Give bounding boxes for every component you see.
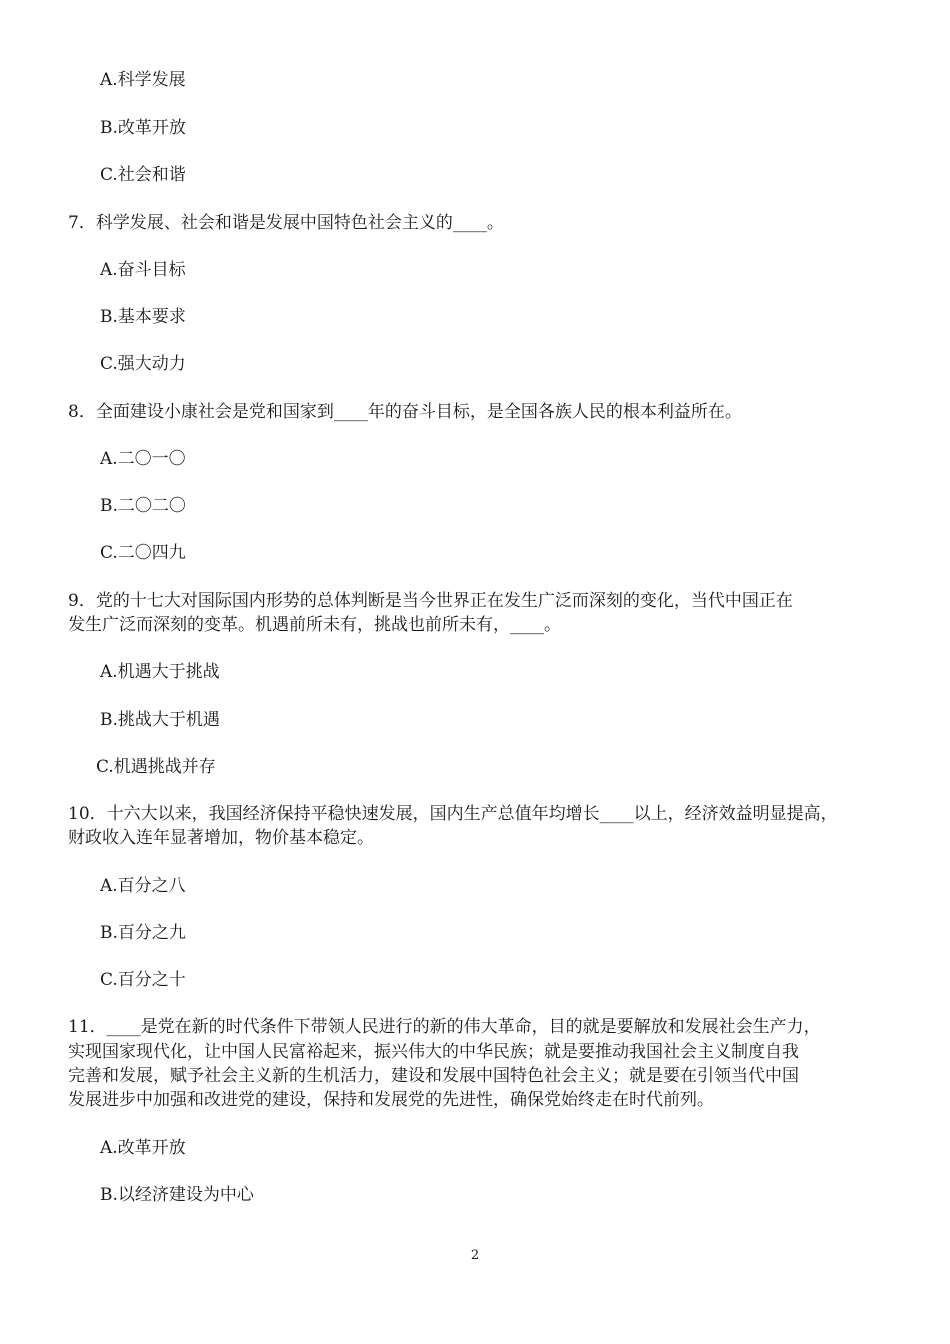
question-7: 7．科学发展、社会和谐是发展中国特色社会主义的____。	[68, 213, 504, 233]
option-c: C.社会和谐	[100, 165, 186, 185]
question-11-line-3: 完善和发展，赋予社会主义新的生机活力，建设和发展中国特色社会主义；就是要在引领当代中国	[68, 1066, 799, 1086]
option-a: A.科学发展	[100, 70, 186, 90]
question-10-line-2: 财政收入连年显著增加，物价基本稳定。	[68, 828, 374, 848]
q9-option-c: C.机遇挑战并存	[96, 757, 216, 777]
q10-option-b: B.百分之九	[100, 923, 186, 943]
q7-option-b: B.基本要求	[100, 307, 186, 327]
q8-option-b: B.二〇二〇	[100, 496, 186, 516]
q10-option-a: A.百分之八	[100, 876, 186, 896]
question-11-line-4: 发展进步中加强和改进党的建设，保持和发展党的先进性，确保党始终走在时代前列。	[68, 1090, 714, 1110]
option-b: B.改革开放	[100, 118, 186, 138]
q9-option-b: B.挑战大于机遇	[100, 710, 220, 730]
question-9-line-1: 9．党的十七大对国际国内形势的总体判断是当今世界正在发生广泛而深刻的变化，当代中国正在	[68, 591, 793, 611]
q8-option-c: C.二〇四九	[100, 543, 186, 563]
q11-option-a: A.改革开放	[100, 1138, 186, 1158]
question-10-line-1: 10．十六大以来，我国经济保持平稳快速发展，国内生产总值年均增长____以上，经济效益明显提高，	[68, 804, 838, 824]
q10-option-c: C.百分之十	[100, 970, 186, 990]
question-9-line-2: 发生广泛而深刻的变革。机遇前所未有，挑战也前所未有，____。	[68, 615, 561, 635]
page-number: 2	[470, 1248, 480, 1263]
q8-option-a: A.二〇一〇	[100, 449, 186, 469]
q9-option-a: A.机遇大于挑战	[100, 662, 220, 682]
q7-option-a: A.奋斗目标	[100, 260, 186, 280]
question-11-line-2: 实现国家现代化，让中国人民富裕起来，振兴伟大的中华民族；就是要推动我国社会主义制度自我	[68, 1042, 799, 1062]
question-11-line-1: 11．____是党在新的时代条件下带领人民进行的新的伟大革命，目的就是要解放和发展社会生产力，	[68, 1017, 821, 1037]
question-8: 8．全面建设小康社会是党和国家到____年的奋斗目标，是全国各族人民的根本利益所在。	[68, 402, 742, 422]
q11-option-b: B.以经济建设为中心	[100, 1185, 254, 1205]
q7-option-c: C.强大动力	[100, 354, 186, 374]
